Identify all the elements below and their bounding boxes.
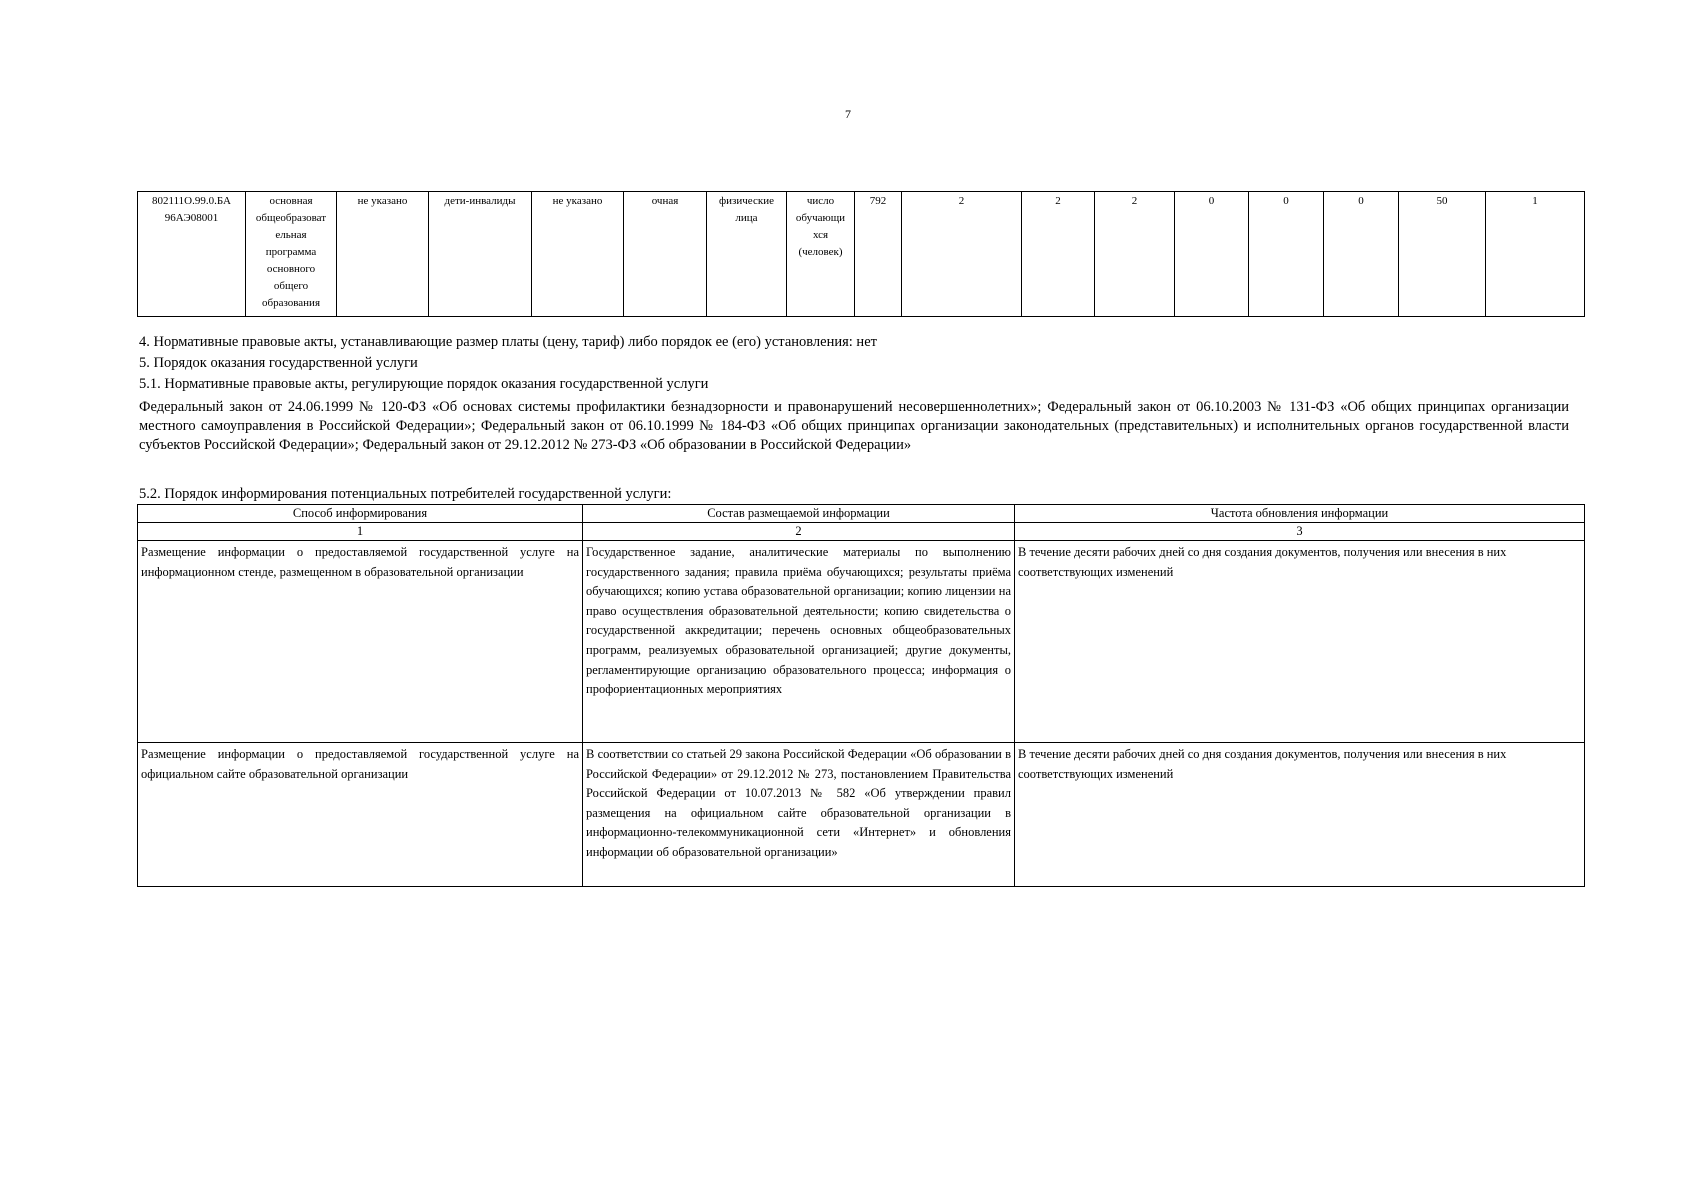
column-number: 2	[583, 523, 1015, 541]
table-row	[138, 192, 1585, 317]
info-frequency: В течение десяти рабочих дней со дня создания документов, получения или внесения в них соответствующих изменений	[1015, 743, 1585, 887]
laws-paragraph: Федеральный закон от 24.06.1999 № 120-ФЗ «Об основах системы профилактики безнадзорности и правонарушений несовершеннолетних»; Федеральный закон от 06.10.2003 № 131-ФЗ «Об общих принципах организации местного самоуправления в Российской Федерации»; Федеральный закон от 06.10.1999 № 184-ФЗ «Об общих принципах организации законодательных (представительных) и исполнительных органов государственной власти субъектов Российской Федерации»; Федеральный закон от 29.12.2012 № 273-ФЗ «Об образовании в Российской Федерации»	[139, 399, 1569, 453]
item-4: 4. Нормативные правовые акты, устанавливающие размер платы (цену, тариф) либо порядок ее (его) установления: нет	[139, 334, 877, 350]
page-number: 7	[845, 107, 851, 121]
item-5: 5. Порядок оказания государственной услуги	[139, 355, 418, 371]
table-cell-program: основная общеобразоват ельная программа основного общего образования	[246, 192, 337, 317]
info-content: Государственное задание, аналитические материалы по выполнению государственного задания; правила приёма обучающихся; результаты приёма обучающихся; копию устава образовательной организации; копию лицензии на право осуществления образовательной деятельности; копию свидетельства о государственной аккредитации; перечень основных общеобразовательных программ, реализуемых образовательной организацией; другие документы, регламентирующие организацию образовательного процесса; информация о профориентационных мероприятиях	[583, 541, 1015, 743]
table-cell-value: 1	[1486, 192, 1585, 317]
table-cell-value: 0	[1249, 192, 1324, 317]
info-caption: 5.2. Порядок информирования потенциальных потребителей государственной услуги:	[139, 486, 672, 502]
table-cell-location: не указано	[532, 192, 624, 317]
table-cell-category: дети-инвалиды	[429, 192, 532, 317]
table-cell-consumers: физические лица	[707, 192, 787, 317]
column-header-content: Состав размещаемой информации	[583, 505, 1015, 523]
table-cell-value: 50	[1399, 192, 1486, 317]
column-header-method: Способ информирования	[138, 505, 583, 523]
information-table	[137, 504, 1585, 887]
table-row	[138, 743, 1585, 887]
info-frequency: В течение десяти рабочих дней со дня создания документов, получения или внесения в них соответствующих изменений	[1015, 541, 1585, 743]
table-header-row	[138, 505, 1585, 523]
table-number-row	[138, 523, 1585, 541]
table-cell-form: очная	[624, 192, 707, 317]
table-cell-value: 2	[902, 192, 1022, 317]
table-row	[138, 541, 1585, 743]
info-method: Размещение информации о предоставляемой государственной услуге на официальном сайте образовательной организации	[138, 743, 583, 887]
table-cell-okei: 792	[855, 192, 902, 317]
indicator-table	[137, 191, 1585, 317]
table-cell-value: 2	[1095, 192, 1175, 317]
legal-section	[139, 333, 1569, 455]
column-number: 3	[1015, 523, 1585, 541]
info-method: Размещение информации о предоставляемой государственной услуге на информационном стенде, размещенном в образовательной организации	[138, 541, 583, 743]
table-cell-registry-number: 802111О.99.0.БА 96АЭ08001	[138, 192, 246, 317]
table-cell-value: 2	[1022, 192, 1095, 317]
table-cell-standard: не указано	[337, 192, 429, 317]
table-cell-indicator: число обучающи хся (человек)	[787, 192, 855, 317]
table-cell-value: 0	[1175, 192, 1249, 317]
column-header-frequency: Частота обновления информации	[1015, 505, 1585, 523]
table-cell-value: 0	[1324, 192, 1399, 317]
item-5-1: 5.1. Нормативные правовые акты, регулирующие порядок оказания государственной услуги	[139, 376, 709, 392]
info-content: В соответствии со статьей 29 закона Российской Федерации «Об образовании в Российской Федерации» от 29.12.2012 № 273, постановлением Правительства Российской Федерации от 10.07.2013 № 582 «Об утверждении правил размещения на официальном сайте образовательной организации в информационно-телекоммуникационной сети «Интернет» и обновления информации об образовательной организации»	[583, 743, 1015, 887]
column-number: 1	[138, 523, 583, 541]
